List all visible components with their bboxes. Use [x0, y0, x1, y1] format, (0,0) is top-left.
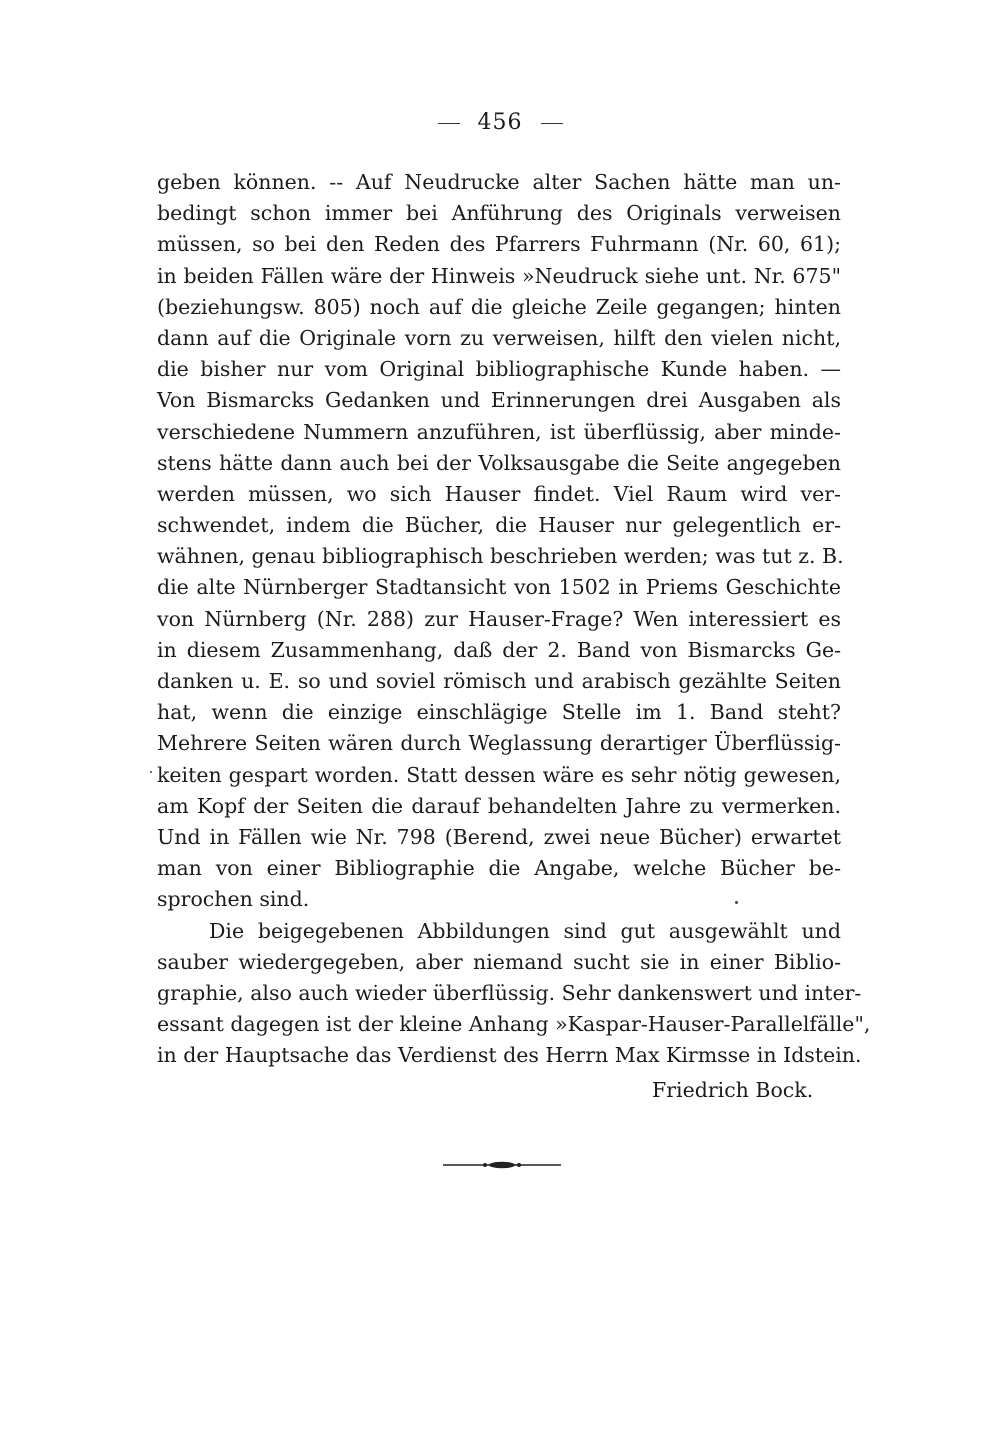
page-number-header: [0, 110, 1000, 135]
text-line: sprochen sind.: [157, 887, 310, 912]
text-line: von Nürnberg (Nr. 288) zur Hauser-Frage? Wen interessiert es: [157, 606, 841, 631]
left-dash-ornament: [438, 123, 460, 124]
text-line: in beiden Fällen wäre der Hinweis »Neudruck siehe unt. Nr. 675": [157, 263, 841, 288]
text-line: bedingt schon immer bei Anführung des Originals verweisen: [157, 201, 841, 226]
text-line: Von Bismarcks Gedanken und Erinnerungen drei Ausgaben als: [157, 388, 841, 413]
print-speck: [735, 901, 738, 904]
text-line: hat, wenn die einzige einschlägige Stelle im 1. Band steht?: [157, 700, 841, 725]
text-line: essant dagegen ist der kleine Anhang »Kaspar-Hauser-Parallelfälle",: [157, 1012, 871, 1037]
text-line: graphie, also auch wieder überflüssig. Sehr dankenswert und inter-: [157, 980, 862, 1005]
text-line: (beziehungsw. 805) noch auf die gleiche Zeile gegangen; hinten: [157, 294, 841, 319]
text-line: in diesem Zusammenhang, daß der 2. Band von Bismarcks Ge-: [157, 637, 841, 662]
text-line: Die beigegebenen Abbildungen sind gut ausgewählt und: [209, 918, 841, 943]
text-line: in der Hauptsache das Verdienst des Herrn Max Kirmsse in Idstein.: [157, 1043, 862, 1068]
text-line: schwendet, indem die Bücher, die Hauser nur gelegentlich er-: [157, 513, 841, 538]
paragraph-1: [157, 167, 844, 916]
text-line: dann auf die Originale vorn zu verweisen, hilft den vielen nicht,: [157, 325, 841, 350]
text-line: die alte Nürnberger Stadtansicht von 1502 in Priems Geschichte: [157, 575, 841, 600]
text-line: man von einer Bibliographie die Angabe, welche Bücher be-: [157, 856, 841, 881]
text-line: verschiedene Nummern anzuführen, ist überflüssig, aber minde-: [157, 419, 841, 444]
print-speck: [150, 771, 152, 773]
text-line: geben können. -- Auf Neudrucke alter Sachen hätte man un-: [157, 170, 841, 194]
right-dash-ornament: [541, 123, 563, 124]
text-line: Und in Fällen wie Nr. 798 (Berend, zwei neue Bücher) erwartet: [157, 824, 841, 849]
paragraph-2: [157, 916, 871, 1072]
text-line: Mehrere Seiten wären durch Weglassung derartiger Überflüssig-: [157, 731, 841, 756]
text-line: wähnen, genau bibliographisch beschrieben werden; was tut z. B.: [157, 544, 844, 569]
text-line: die bisher nur vom Original bibliographische Kunde haben. —: [157, 357, 841, 382]
text-line: sauber wiedergegeben, aber niemand sucht sie in einer Biblio-: [157, 949, 841, 974]
author-signature: Friedrich Bock.: [652, 1078, 814, 1102]
text-line: keiten gespart worden. Statt dessen wäre es sehr nötig gewesen,: [157, 762, 841, 787]
text-line: danken u. E. so und soviel römisch und arabisch gezählte Seiten: [157, 669, 841, 693]
text-line: stens hätte dann auch bei der Volksausgabe die Seite angegeben: [157, 450, 841, 475]
text-line: am Kopf der Seiten die darauf behandelten Jahre zu vermerken.: [157, 793, 841, 818]
review-body: [157, 167, 871, 1071]
text-line: müssen, so bei den Reden des Pfarrers Fuhrmann (Nr. 60, 61);: [157, 232, 841, 257]
text-line: werden müssen, wo sich Hauser findet. Viel Raum wird ver-: [157, 481, 841, 506]
end-ornament-icon: [443, 1159, 561, 1171]
page-number: 456: [477, 110, 523, 135]
